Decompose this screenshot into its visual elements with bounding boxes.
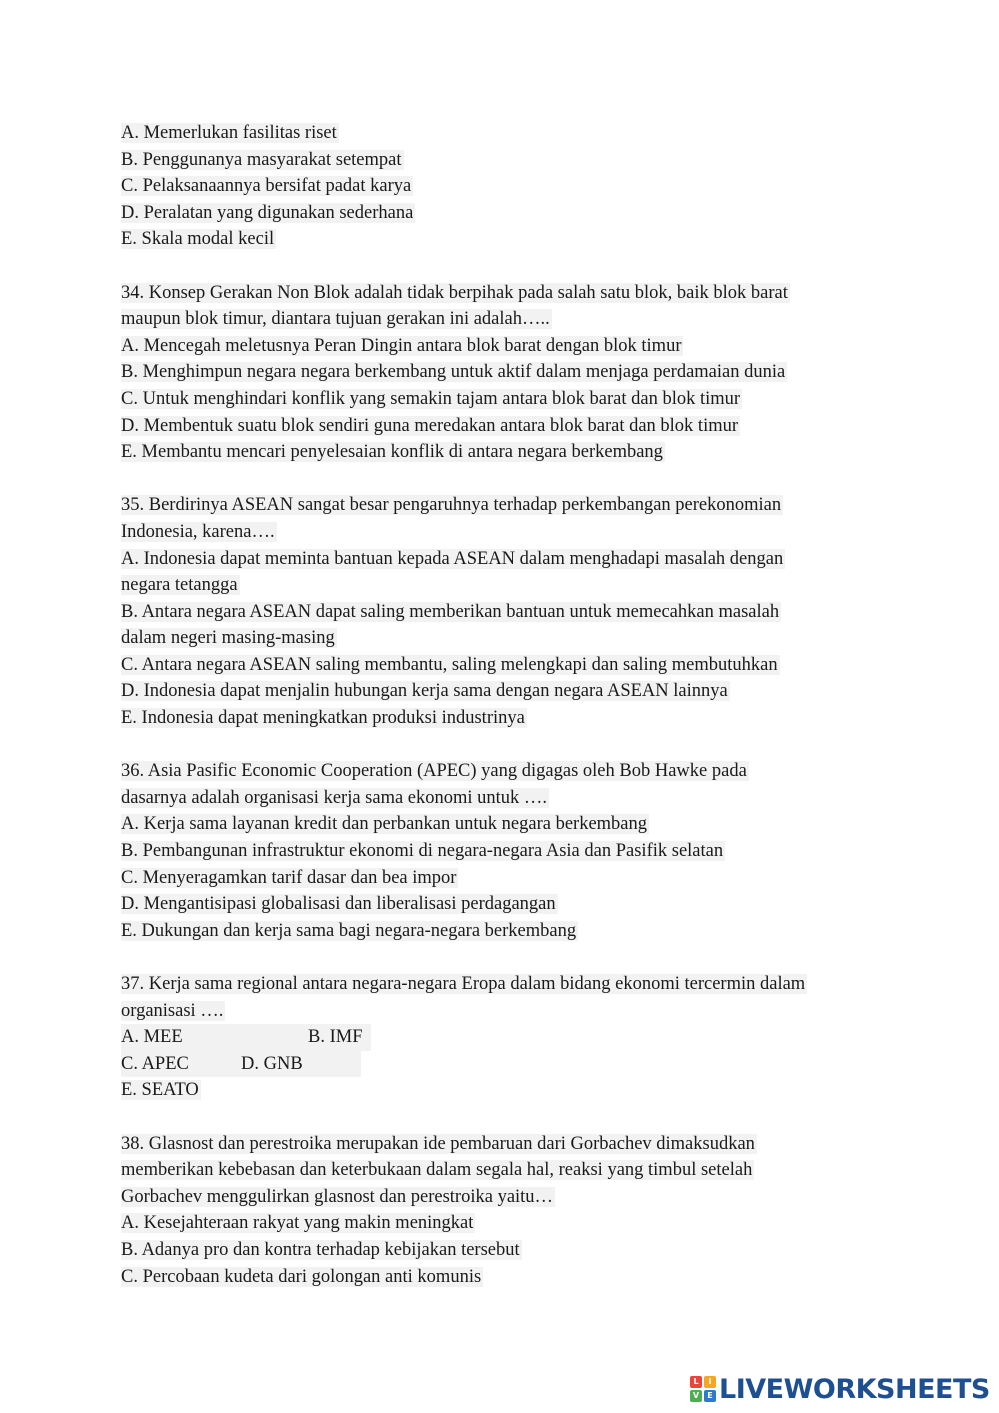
option-b[interactable]: B. Penggunanya masyarakat setempat bbox=[121, 149, 402, 170]
question-34 bbox=[121, 280, 881, 466]
option-e[interactable]: E. Indonesia dapat meningkatkan produksi industrinya bbox=[121, 708, 525, 729]
option-a[interactable]: A. Kesejahteraan rakyat yang makin meningkat bbox=[121, 1213, 474, 1234]
option-b-cont[interactable]: dalam negeri masing-masing bbox=[121, 628, 335, 649]
option-a-cont[interactable]: negara tetangga bbox=[121, 575, 238, 596]
logo-tile: V bbox=[690, 1390, 702, 1402]
question-text: 35. Berdirinya ASEAN sangat besar pengaruhnya terhadap perkembangan perekonomian bbox=[121, 495, 782, 516]
spacer bbox=[121, 944, 881, 971]
option-c[interactable]: C. Percobaan kudeta dari golongan anti komunis bbox=[121, 1266, 482, 1287]
option-c[interactable]: C. APEC bbox=[121, 1051, 361, 1078]
option-b[interactable]: B. Adanya pro dan kontra terhadap kebijakan tersebut bbox=[121, 1239, 520, 1260]
logo-text: LIVEWORKSHEETS bbox=[719, 1373, 990, 1405]
option-b[interactable]: B. Menghimpun negara negara berkembang untuk aktif dalam menjaga perdamaian dunia bbox=[121, 362, 786, 383]
option-e[interactable]: E. SEATO bbox=[121, 1080, 199, 1101]
option-d[interactable]: D. GNB bbox=[241, 1053, 303, 1074]
question-text: 37. Kerja sama regional antara negara-negara Eropa dalam bidang ekonomi tercermin dalam bbox=[121, 974, 806, 994]
option-b[interactable]: B. Antara negara ASEAN dapat saling memberikan bantuan untuk memecahkan masalah bbox=[121, 601, 780, 622]
spacer bbox=[121, 466, 881, 493]
logo-tile: L bbox=[690, 1376, 702, 1388]
option-d[interactable]: D. Membentuk suatu blok sendiri guna meredakan antara blok barat dan blok timur bbox=[121, 415, 739, 436]
option-a[interactable]: A. Kerja sama layanan kredit dan perbankan untuk negara berkembang bbox=[121, 814, 648, 835]
question-text: maupun blok timur, diantara tujuan gerakan ini adalah….. bbox=[121, 309, 550, 330]
option-c[interactable]: C. Pelaksanaannya bersifat padat karya bbox=[121, 176, 412, 197]
liveworksheets-logo bbox=[690, 1373, 990, 1405]
option-row bbox=[121, 1051, 881, 1078]
option-c[interactable]: C. Menyeragamkan tarif dasar dan bea impor bbox=[121, 867, 457, 888]
option-a[interactable]: A. MEE bbox=[121, 1024, 371, 1051]
option-a[interactable]: A. Mencegah meletusnya Peran Dingin antara blok barat dengan blok timur bbox=[121, 335, 682, 356]
option-d[interactable]: D. Indonesia dapat menjalin hubungan kerja sama dengan negara ASEAN lainnya bbox=[121, 681, 728, 702]
question-text: 34. Konsep Gerakan Non Blok adalah tidak berpihak pada salah satu blok, baik blok barat bbox=[121, 282, 788, 303]
option-d[interactable]: D. Peralatan yang digunakan sederhana bbox=[121, 202, 414, 223]
option-b[interactable]: B. IMF bbox=[308, 1024, 365, 1051]
question-text: organisasi …. bbox=[121, 1000, 224, 1021]
question-text: memberikan kebebasan dan keterbukaan dalam segala hal, reaksi yang timbul setelah bbox=[121, 1160, 753, 1181]
logo-tile: I bbox=[704, 1376, 716, 1388]
question-text: 38. Glasnost dan perestroika merupakan ide pembaruan dari Gorbachev dimaksudkan bbox=[121, 1133, 755, 1154]
spacer bbox=[121, 732, 881, 759]
option-a[interactable]: A. Memerlukan fasilitas riset bbox=[121, 123, 337, 143]
option-c[interactable]: C. Antara negara ASEAN saling membantu, saling melengkapi dan saling membutuhkan bbox=[121, 654, 778, 675]
prev-question-options bbox=[121, 120, 881, 253]
option-d[interactable]: D. Mengantisipasi globalisasi dan liberalisasi perdagangan bbox=[121, 894, 556, 915]
spacer bbox=[121, 253, 881, 280]
option-e[interactable]: E. Dukungan dan kerja sama bagi negara-negara berkembang bbox=[121, 920, 577, 941]
option-a[interactable]: A. Indonesia dapat meminta bantuan kepada ASEAN dalam menghadapi masalah dengan bbox=[121, 548, 784, 569]
logo-mark-icon bbox=[690, 1376, 716, 1402]
question-36 bbox=[121, 758, 881, 944]
question-37 bbox=[121, 971, 881, 1104]
spacer bbox=[121, 1104, 881, 1131]
question-text: Indonesia, karena…. bbox=[121, 521, 275, 542]
option-b[interactable]: B. Pembangunan infrastruktur ekonomi di negara-negara Asia dan Pasifik selatan bbox=[121, 841, 724, 862]
logo-tile: E bbox=[704, 1390, 716, 1402]
worksheet-content bbox=[121, 120, 881, 1290]
option-e[interactable]: E. Membantu mencari penyelesaian konflik di antara negara berkembang bbox=[121, 442, 663, 463]
option-e[interactable]: E. Skala modal kecil bbox=[121, 229, 275, 250]
question-38 bbox=[121, 1131, 881, 1291]
option-c[interactable]: C. Untuk menghindari konflik yang semakin tajam antara blok barat dan blok timur bbox=[121, 388, 741, 409]
question-text: 36. Asia Pasific Economic Cooperation (APEC) yang digagas oleh Bob Hawke pada bbox=[121, 761, 747, 782]
question-text: Gorbachev menggulirkan glasnost dan perestroika yaitu… bbox=[121, 1186, 554, 1207]
question-text: dasarnya adalah organisasi kerja sama ekonomi untuk …. bbox=[121, 787, 548, 808]
question-35 bbox=[121, 492, 881, 731]
option-row bbox=[121, 1024, 881, 1051]
